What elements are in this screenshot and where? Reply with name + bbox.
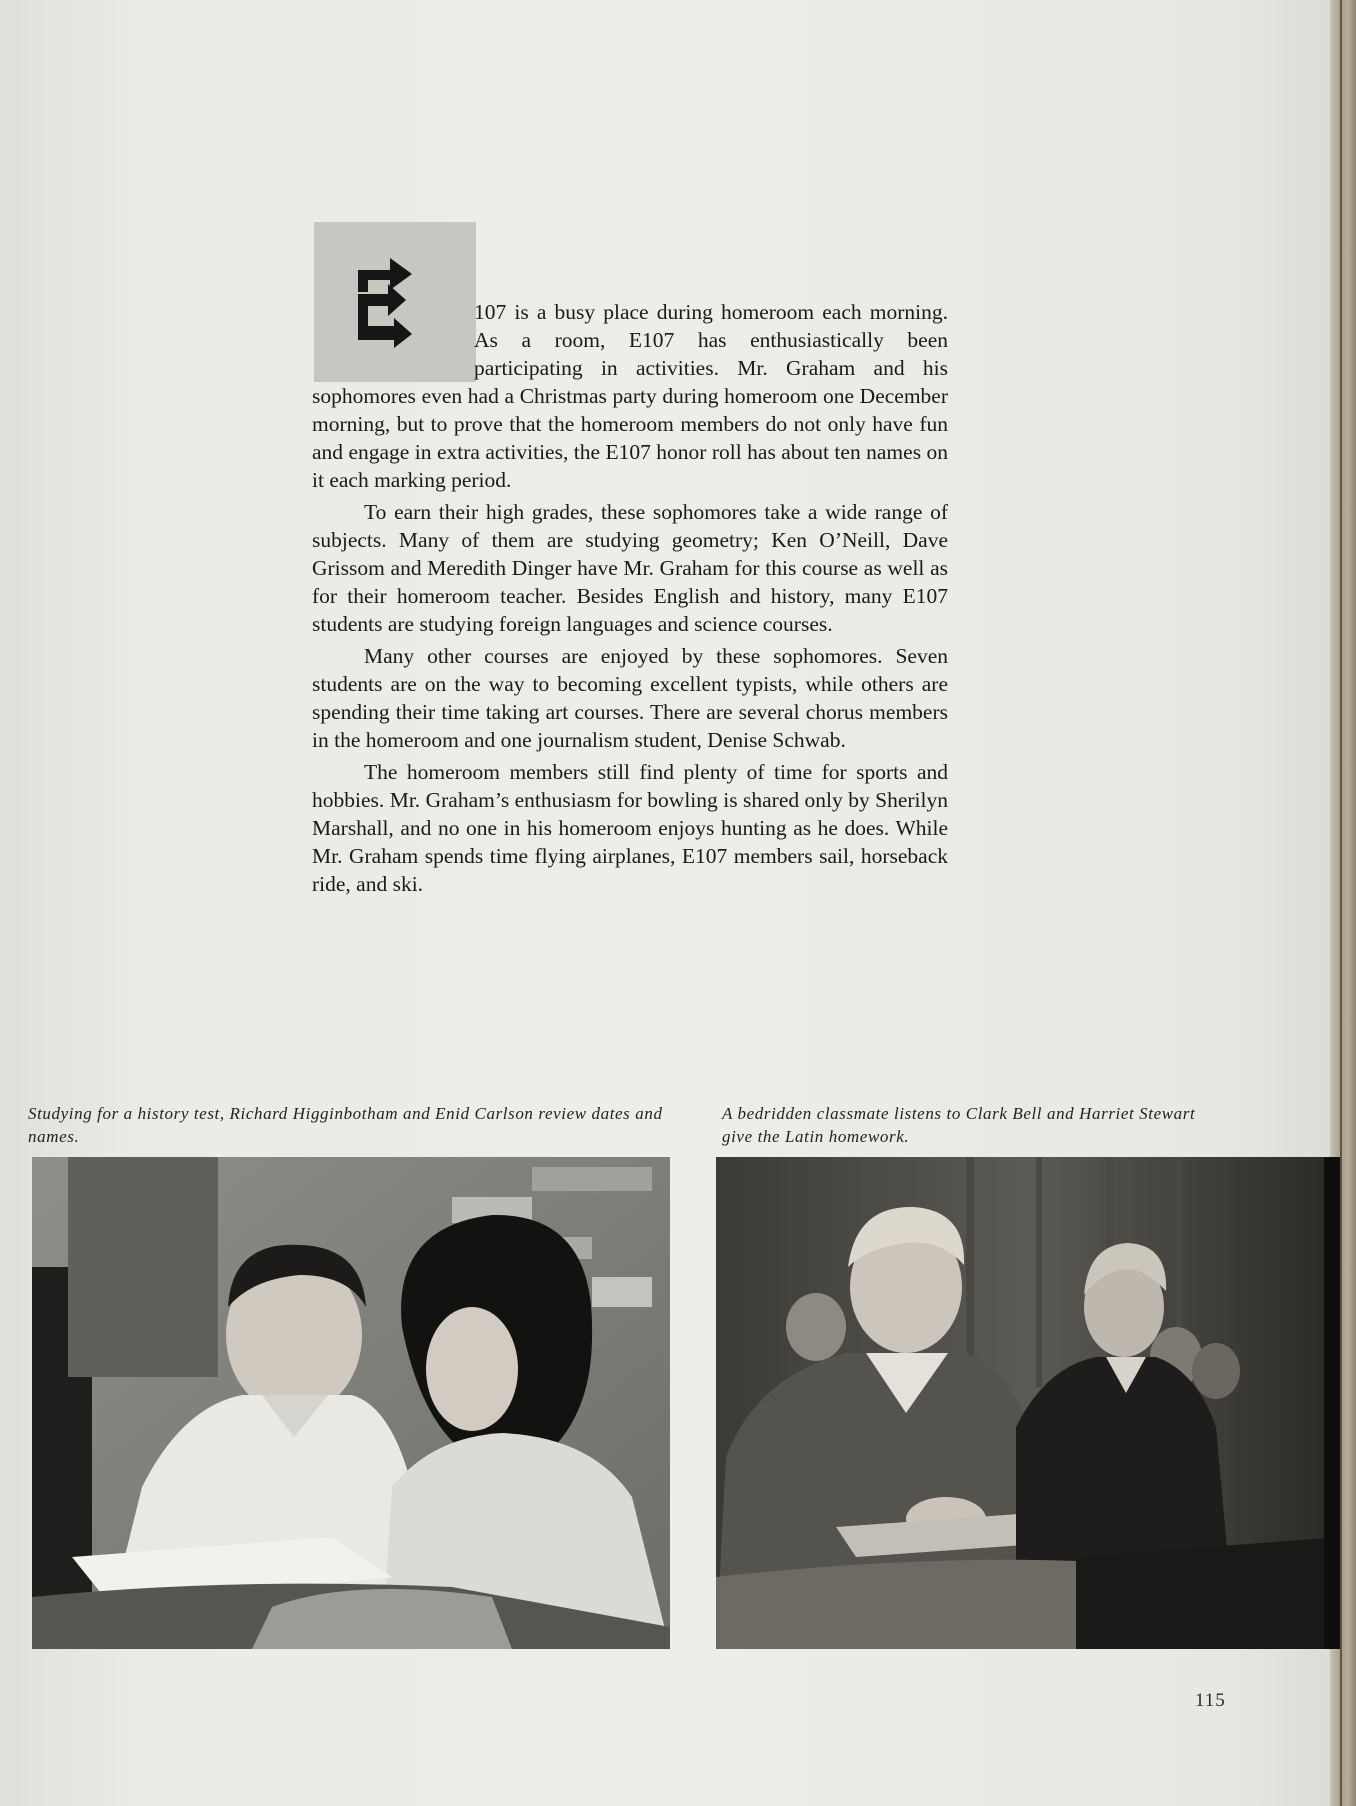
page-number: 115 (1195, 1690, 1226, 1711)
photo-classroom-latin-homework (716, 1157, 1340, 1649)
article-paragraph-3: Many other courses are enjoyed by these sophomores. Seven students are on the way to becoming excellent typists, while others are spending their time taking art courses. There are several chorus members in the homeroom and one journalism student, Denise Schwab. (312, 644, 948, 752)
photo-caption-right: A bedridden classmate listens to Clark Bell and Harriet Stewart give the Latin homework. (722, 1104, 1196, 1146)
article-paragraph-1: 107 is a busy place during homeroom each morning. As a room, E107 has enthusiastically been participating in activities. Mr. Graham and his sophomores even had a Christmas party during homeroom one December morning, but to prove that the homeroom members do not only have fun and engage in extra activities, the E107 honor roll has about ten names on it each marking period. (312, 300, 948, 492)
article-paragraph-4: The homeroom members still find plenty of time for sports and hobbies. Mr. Graham’s enthusiasm for bowling is shared only by Sherilyn Marshall, and no one in his homeroom enjoys hunting as he does. While Mr. Graham spends time flying airplanes, E107 members sail, horseback ride, and ski. (312, 760, 948, 896)
photo-caption-left: Studying for a history test, Richard Higginbotham and Enid Carlson review dates and names. (28, 1104, 663, 1146)
photo-classroom-latin-homework-image (716, 1157, 1340, 1649)
article-body (312, 298, 948, 898)
photo-students-studying (32, 1157, 670, 1649)
article-paragraph-2: To earn their high grades, these sophomores take a wide range of subjects. Many of them are studying geometry; Ken O’Neill, Dave Grissom and Meredith Dinger have Mr. Graham for this course as well as for their homeroom teacher. Besides English and history, many E107 students are studying foreign languages and science courses. (312, 500, 948, 636)
photo-students-studying-image (32, 1157, 670, 1649)
page-binding-line (1340, 0, 1342, 1806)
